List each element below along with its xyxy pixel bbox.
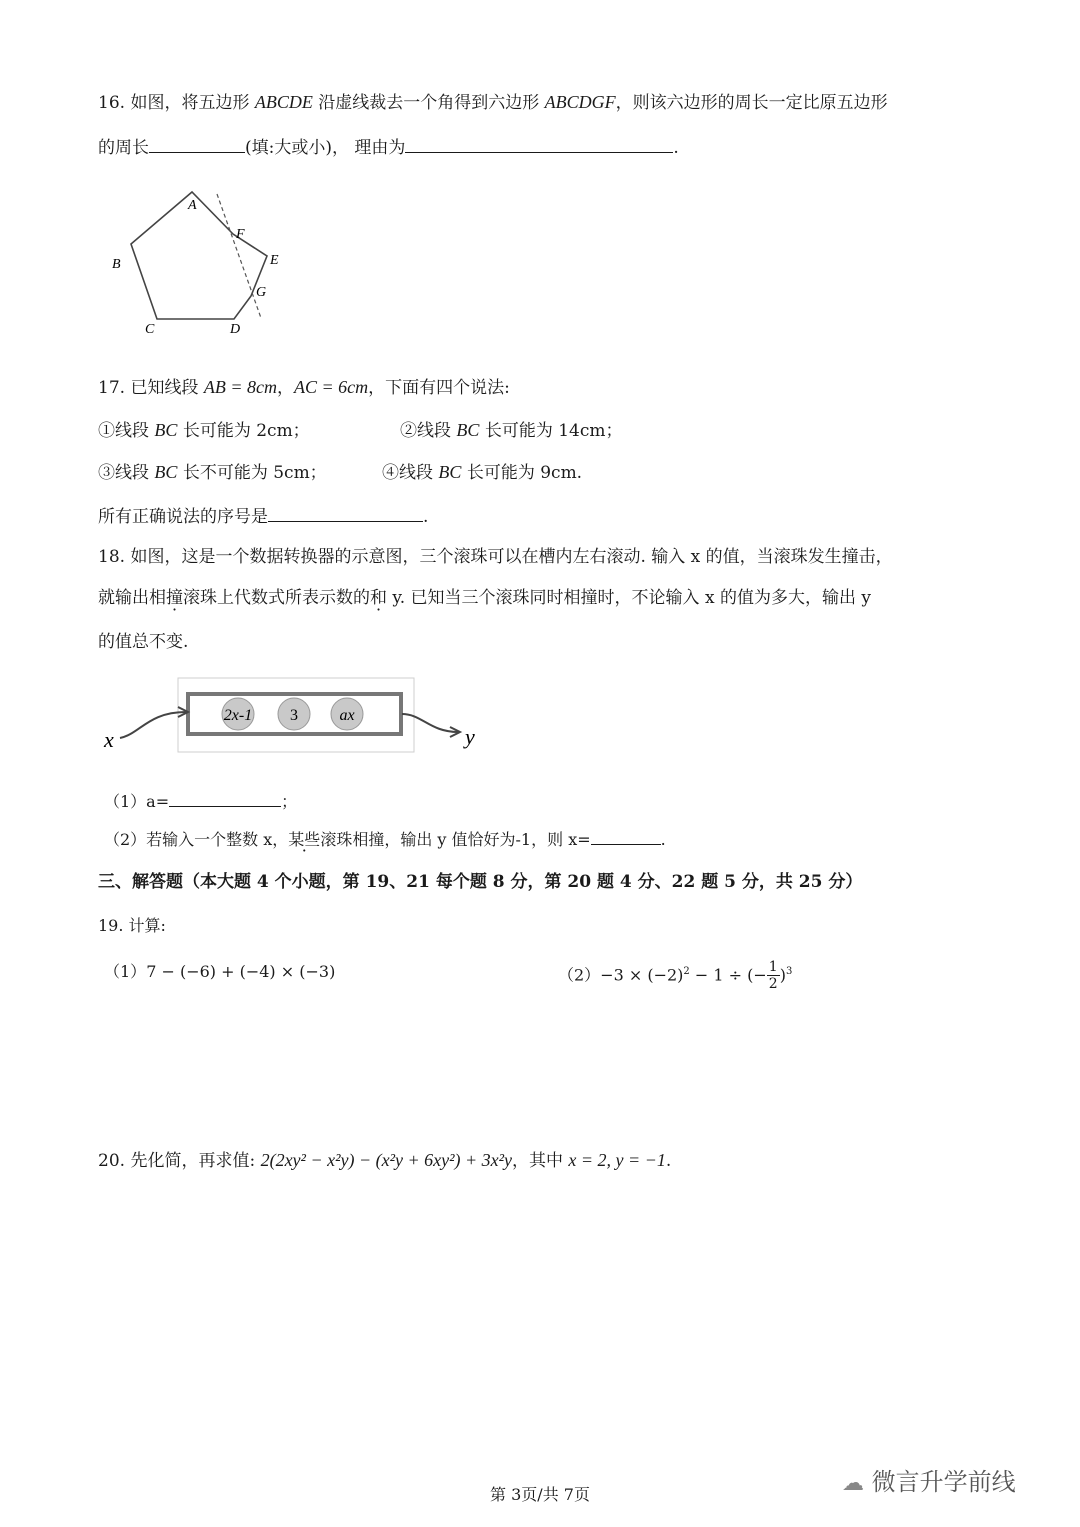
input-arrow — [120, 712, 186, 738]
q16-blank-1[interactable] — [149, 134, 245, 153]
label-F: F — [236, 227, 245, 242]
watermark: ☁ 微言升学前线 — [842, 1468, 1016, 1496]
ball-2-label: 3 — [290, 707, 298, 724]
q18-blank-x[interactable] — [591, 826, 661, 845]
q17-answer-line: 所有正确说法的序号是 . — [98, 503, 428, 529]
fraction-one-half: $\frac{1}{2}$ — [768, 959, 778, 993]
pentagon-outline — [131, 192, 267, 319]
label-C: C — [145, 322, 155, 337]
q20-expression: 2(2xy² − x²y) − (x²y + 6xy²) + 3x²y — [260, 1150, 513, 1170]
label-A: A — [188, 198, 197, 213]
q18-part2: （2）若输入一个整数 x，某些滚珠相撞，输出 y 值恰好为-1，则 x= . — [104, 826, 666, 852]
q18-blank-a[interactable] — [169, 788, 281, 807]
converter-figure — [100, 676, 490, 756]
ball-3-label: ax — [339, 707, 355, 724]
ball-1-label: 2x-1 — [223, 707, 253, 724]
q17-statement-1: ①线段 BC 长可能为 2cm； — [98, 420, 310, 441]
q18-part1: （1）a= ； — [104, 788, 297, 814]
label-E: E — [270, 253, 279, 268]
q17-statement-4: ④线段 BC 长可能为 9cm. — [382, 462, 583, 483]
q18-line3: 的值总不变. — [98, 632, 189, 652]
label-G: G — [256, 285, 267, 300]
page-number: 第 3页/共 7页 — [490, 1485, 590, 1504]
input-x: x — [104, 727, 114, 752]
q16-line2: 的周长 (填:大或小)， 理由为 . — [98, 134, 679, 160]
cut-line — [217, 194, 261, 318]
q19-part2: $(2)-3 \times (-2)^2 - 1$ ÷ (− $\frac{1}{2}$ )$^3$ — [558, 959, 793, 993]
label-D: D — [230, 322, 241, 337]
label-B: B — [112, 257, 121, 272]
q20-line: 20. 先化简，再求值: 2(2xy² − x²y) − (x²y + 6xy²) + 3x²y，其中 x = 2, y = −1. — [98, 1150, 672, 1171]
output-arrow — [402, 714, 458, 732]
q17-statement-2: ②线段 BC 长可能为 14cm； — [400, 420, 623, 441]
q18-line1: 18. 如图，这是一个数据转换器的示意图，三个滚珠可以在槽内左右滚动. 输入 x 的值，当滚珠发生撞击， — [98, 547, 893, 567]
q16-blank-2[interactable] — [405, 134, 673, 153]
pentagon-figure — [100, 190, 300, 345]
q16-line1: 16. 如图，将五边形 ABCDE 沿虚线裁去一个角得到六边形 ABCDGF，则该六边形的周长一定比原五边形 — [98, 92, 888, 113]
pentagon-name: ABCDE — [254, 92, 313, 112]
q19-part1: （1）7 − (−6) + (−4) × (−3) — [104, 962, 336, 981]
wechat-icon: ☁ — [842, 1471, 864, 1496]
hexagon-name: ABCDGF — [544, 92, 616, 112]
q17-statement-3: ③线段 BC 长不可能为 5cm； — [98, 462, 327, 483]
q19-title: 19. 计算: — [98, 916, 166, 935]
q18-line2: 就输出相撞滚珠上代数式所表示数的和 y. 已知当三个滚珠同时相撞时，不论输入 x 的值为多大，输出 y — [98, 588, 871, 608]
output-y: y — [465, 724, 475, 749]
section-3-title: 三、解答题（本大题 4 个小题，第 19、21 每个题 8 分，第 20 题 4 分、22 题 5 分，共 25 分） — [98, 872, 863, 892]
q17-blank[interactable] — [268, 503, 423, 522]
q17-intro: 17. 已知线段 AB = 8cm，AC = 6cm，下面有四个说法: — [98, 377, 510, 398]
